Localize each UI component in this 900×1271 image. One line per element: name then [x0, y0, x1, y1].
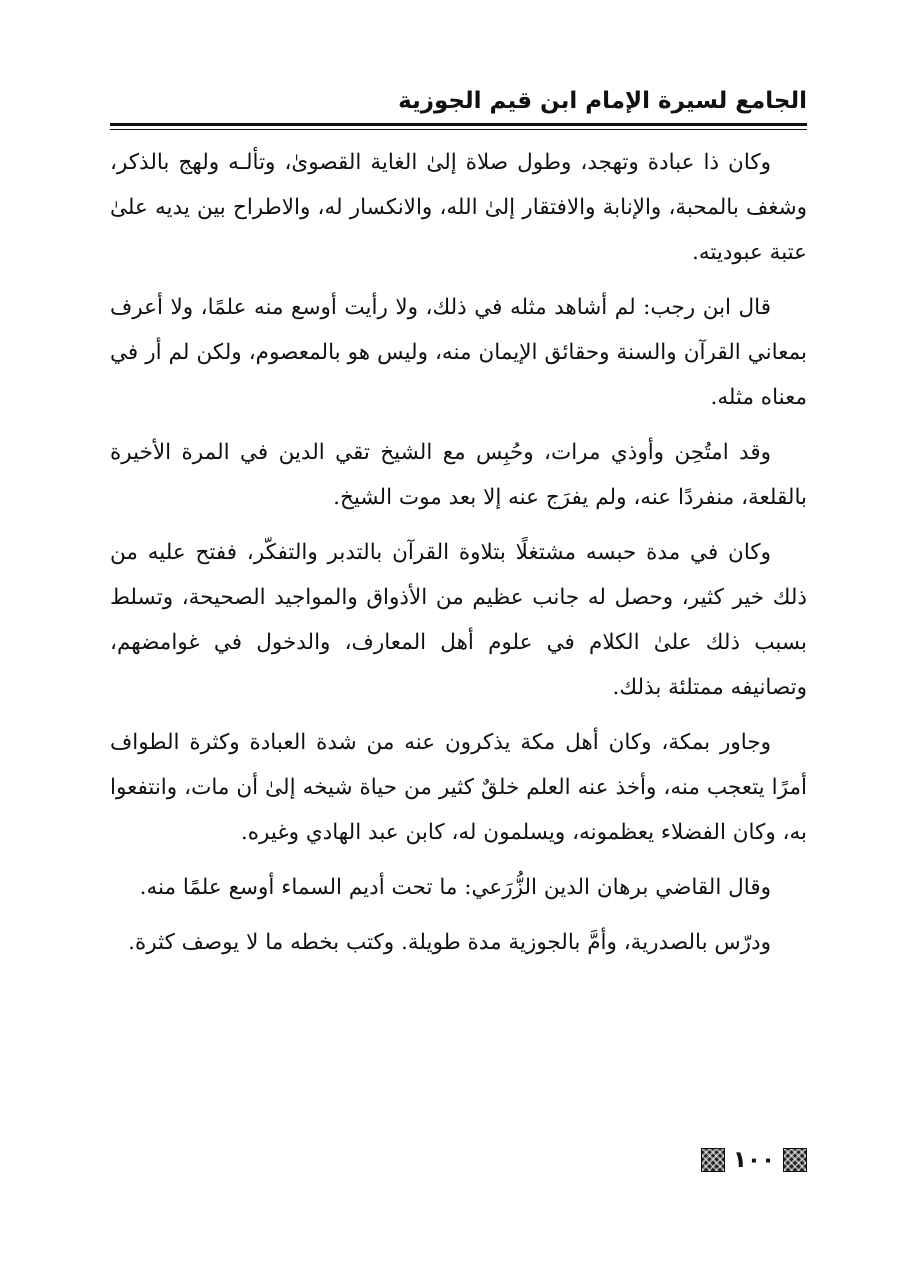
header-rule-thick — [110, 123, 807, 126]
running-header-title: الجامع لسيرة الإمام ابن قيم الجوزية — [398, 88, 807, 114]
paragraph-6: وقال القاضي برهان الدين الزُّرَعي: ما تحت أديم السماء أوسع علمًا منه. — [139, 875, 771, 900]
page-number: ١٠٠ — [732, 1147, 775, 1173]
page-footer — [0, 1143, 807, 1177]
ornament-icon — [783, 1148, 807, 1172]
paragraph-2: قال ابن رجب: لم أشاهد مثله في ذلك، ولا رأيت أوسع منه علمًا، ولا أعرف بمعاني القرآن والسنة وحقائق الإيمان منه، وليس هو بالمعصوم، ولكن لم أر في معناه مثله. — [110, 295, 807, 410]
header-rule-thin — [110, 129, 807, 130]
paragraph-3: وقد امتُحِن وأوذي مرات، وحُبِس مع الشيخ تقي الدين في المرة الأخيرة بالقلعة، منفردًا عنه، ولم يفرَج عنه إلا بعد موت الشيخ. — [110, 440, 807, 510]
paragraph-5: وجاور بمكة، وكان أهل مكة يذكرون عنه من شدة العبادة وكثرة الطواف أمرًا يتعجب منه، وأخذ عنه العلم خلقٌ كثير من حياة شيخه إلىٰ أن مات، وانتفعوا به، وكان الفضلاء يعظمونه، ويسلمون له، كابن عبد الهادي وغيره. — [110, 730, 807, 845]
paragraph-1: وكان ذا عبادة وتهجد، وطول صلاة إلىٰ الغاية القصوىٰ، وتألـه ولهج بالذكر، وشغف بالمحبة، والإنابة والافتقار إلىٰ الله، والانكسار له، والاطراح بين يديه علىٰ عتبة عبوديته. — [110, 150, 807, 265]
body-text — [110, 140, 807, 975]
paragraph-7: ودرّس بالصدرية، وأمَّ بالجوزية مدة طويلة. وكتب بخطه ما لا يوصف كثرة. — [128, 930, 771, 955]
ornament-icon — [701, 1148, 725, 1172]
paragraph-4: وكان في مدة حبسه مشتغلًا بتلاوة القرآن بالتدبر والتفكّر، ففتح عليه من ذلك خير كثير، وحصل له جانب عظيم من الأذواق والمواجيد الصحيحة، وتسلط بسبب ذلك علىٰ الكلام في علوم أهل المعارف، والدخول في غوامضهم، وتصانيفه ممتلئة بذلك. — [110, 540, 807, 700]
